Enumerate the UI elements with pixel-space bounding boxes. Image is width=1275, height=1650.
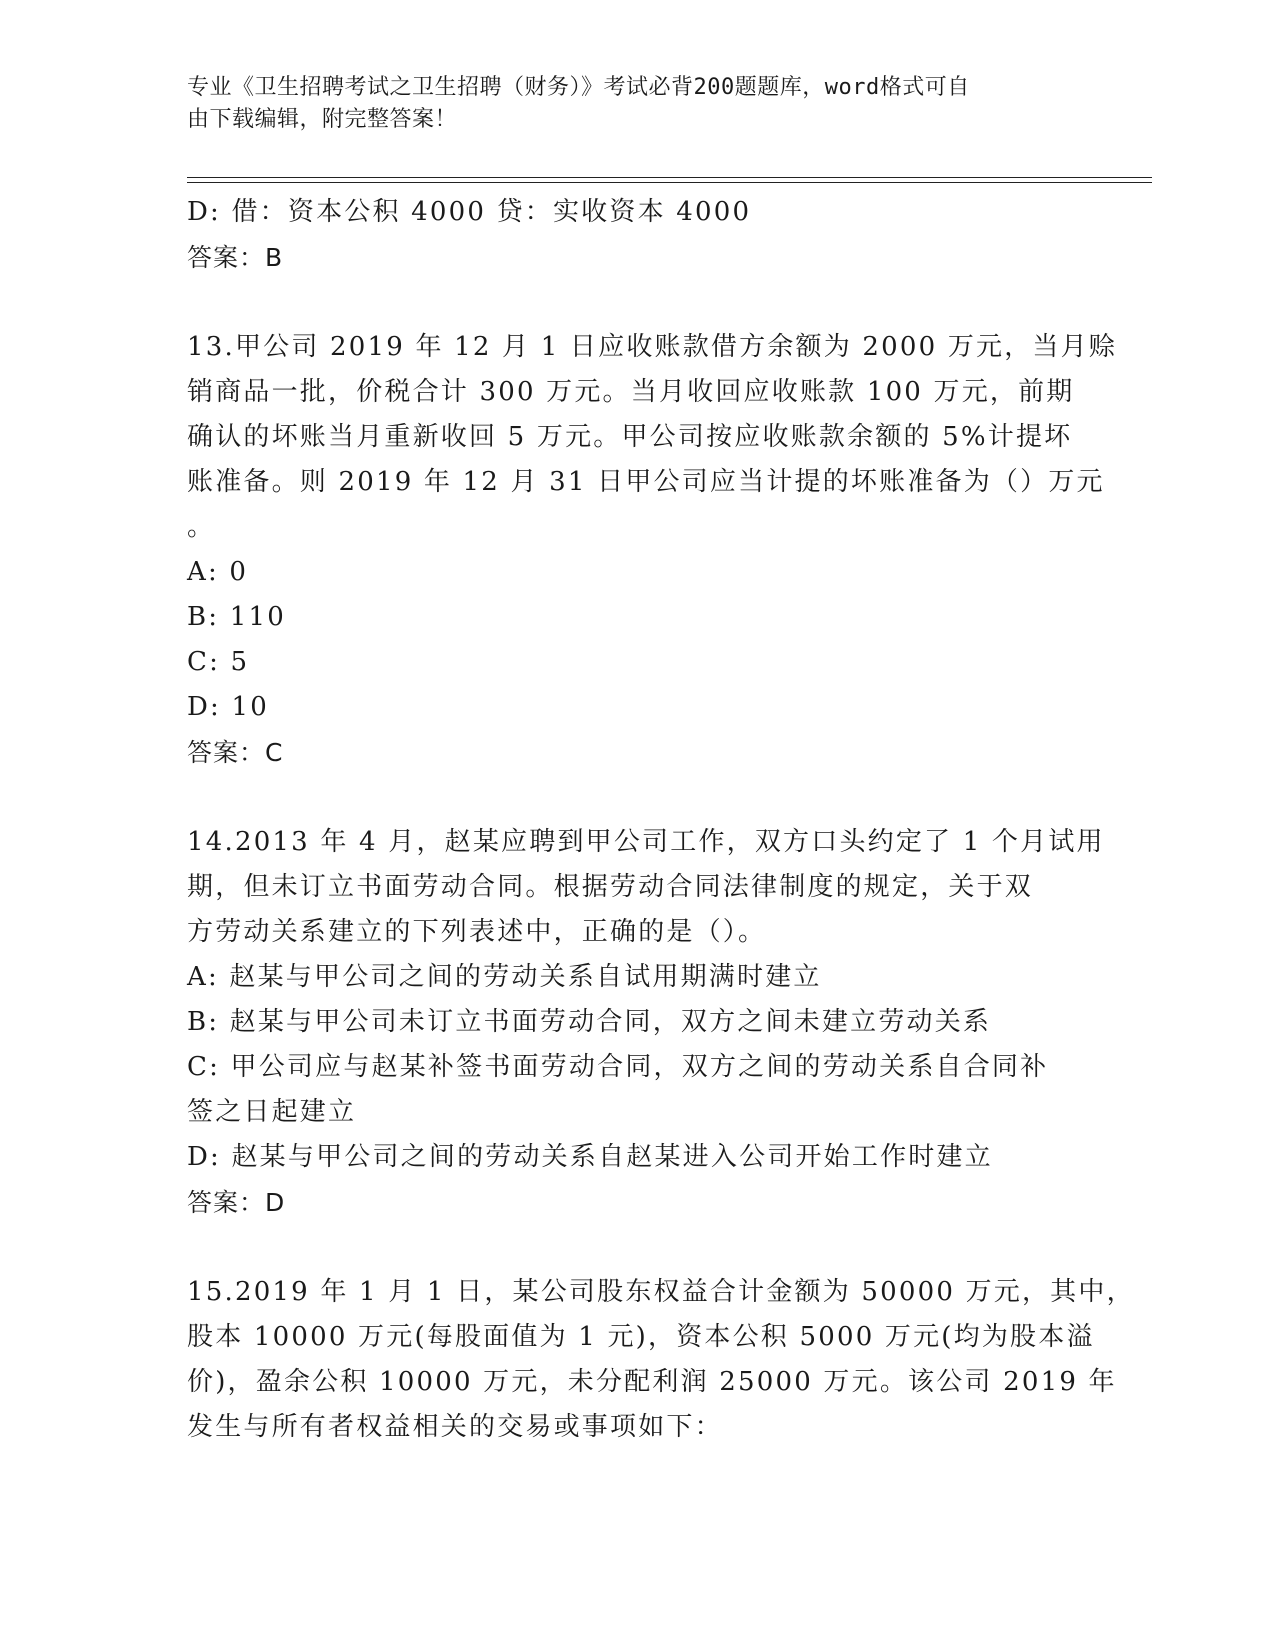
answer-line: 答案：B bbox=[187, 243, 284, 272]
option-a: A: 0 bbox=[187, 557, 249, 587]
option-b: B: 110 bbox=[187, 602, 286, 632]
document-body bbox=[187, 190, 1135, 1450]
question-stem-line: 股本 10000 万元(每股面值为 1 元)，资本公积 5000 万元(均为股本溢 bbox=[187, 1322, 1095, 1352]
question-stem-line: 销商品一批，价税合计 300 万元。当月收回应收账款 100 万元，前期 bbox=[187, 377, 1075, 407]
option-c: C: 5 bbox=[187, 647, 250, 677]
question-stem-line: 方劳动关系建立的下列表述中，正确的是（）。 bbox=[187, 917, 767, 947]
spacer bbox=[187, 280, 1087, 325]
document-header bbox=[187, 72, 1087, 136]
question-stem-line: 。 bbox=[187, 512, 216, 542]
header-divider-top bbox=[187, 177, 1152, 178]
question-15 bbox=[187, 1270, 1135, 1450]
option-c: C: 甲公司应与赵某补签书面劳动合同，双方之间的劳动关系自合同补 bbox=[187, 1052, 1049, 1082]
question-stem-line: 账准备。则 2019 年 12 月 31 日甲公司应当计提的坏账准备为（）万元 bbox=[187, 467, 1105, 497]
question-stem-line: 确认的坏账当月重新收回 5 万元。甲公司按应收账款余额的 5%计提坏 bbox=[187, 422, 1073, 452]
option-d: D: 10 bbox=[187, 692, 269, 722]
question-stem-line: 期，但未订立书面劳动合同。根据劳动合同法律制度的规定，关于双 bbox=[187, 872, 1034, 902]
previous-question-tail bbox=[187, 190, 1087, 280]
question-stem-line: 15.2019 年 1 月 1 日，某公司股东权益合计金额为 50000 万元，其中， bbox=[187, 1277, 1135, 1307]
option-c-continued: 签之日起建立 bbox=[187, 1097, 357, 1127]
option-d: D: 赵某与甲公司之间的劳动关系自赵某进入公司开始工作时建立 bbox=[187, 1142, 993, 1172]
option-a: A: 赵某与甲公司之间的劳动关系自试用期满时建立 bbox=[187, 962, 822, 992]
question-stem-line: 价)，盈余公积 10000 万元，未分配利润 25000 万元。该公司 2019 年 bbox=[187, 1367, 1117, 1397]
question-13 bbox=[187, 325, 1118, 775]
question-stem-line: 14.2013 年 4 月，赵某应聘到甲公司工作，双方口头约定了 1 个月试用 bbox=[187, 827, 1105, 857]
header-line-2: 由下载编辑，附完整答案！ bbox=[187, 107, 458, 132]
header-line-1: 专业《卫生招聘考试之卫生招聘（财务）》考试必背200题题库，word格式可自 bbox=[187, 75, 970, 100]
answer-line: 答案：D bbox=[187, 1188, 286, 1217]
question-stem-line: 13.甲公司 2019 年 12 月 1 日应收账款借方余额为 2000 万元，当月赊 bbox=[187, 332, 1118, 362]
spacer bbox=[187, 1225, 1087, 1270]
answer-line: 答案：C bbox=[187, 738, 284, 767]
option-b: B: 赵某与甲公司未订立书面劳动合同，双方之间未建立劳动关系 bbox=[187, 1007, 992, 1037]
question-14 bbox=[187, 820, 1105, 1225]
option-d: D: 借：资本公积 4000 贷：实收资本 4000 bbox=[187, 197, 752, 227]
spacer bbox=[187, 775, 1087, 820]
question-stem-line: 发生与所有者权益相关的交易或事项如下： bbox=[187, 1412, 723, 1442]
header-divider-bottom bbox=[187, 182, 1152, 183]
